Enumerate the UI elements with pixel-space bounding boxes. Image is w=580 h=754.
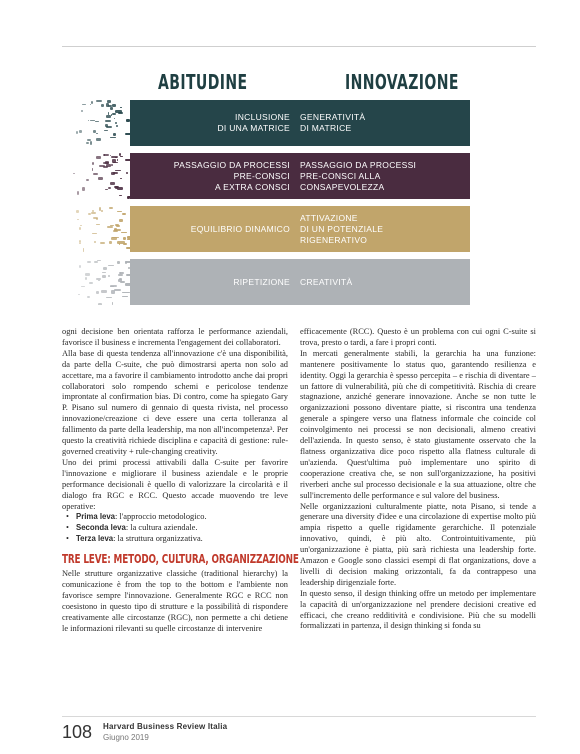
spray-fragment <box>94 261 99 263</box>
diagram-row-4 <box>70 259 536 305</box>
spray-fragment <box>92 162 94 165</box>
spray-fragment <box>92 168 93 171</box>
spray-fragment <box>83 248 84 251</box>
spray-fragment <box>85 277 87 280</box>
spray-fragment <box>77 219 79 220</box>
spray-fragment <box>79 265 80 268</box>
spray-fragment <box>96 138 101 141</box>
spray-fragment <box>113 133 117 136</box>
spray-fragment <box>112 104 116 107</box>
spray-fragment <box>86 142 89 143</box>
spray-fragment <box>88 213 91 214</box>
spray-fragment <box>107 100 110 103</box>
spray-fragment <box>77 191 78 194</box>
spray-fragment <box>81 110 83 112</box>
list-item: • Seconda leva: la cultura aziendale. <box>66 523 288 534</box>
spray-fragment <box>122 292 130 294</box>
paragraph: In mercati generalmente stabili, la gerarchia ha una funzione: mantenere positivamente lo status quo, garantendo resilienza e identity. Oggi la gerarchia è spesso percepita – e rischia di diventare – un fattore di vulnerabilità, più che di competitività. Rischia di creare stagnazione, anziché generare innovazione. Anche se non tutte le organizzazioni possono diventare piatte, si riscontra una tendenza generale a spingere verso una flatness informale che coincide col coinvolgimento nei processi se non decisionali, almeno creativi dell'azienda. In questo senso, è stato giustamente osservato che la flatness organizzativa dice poco rispetto alla flatness culturale di un'azienda. Quest'ultima può implementare uno spirito di cooperazione creativa che, se non sull'organizzazione, ha positivi riverberi anche sul processo decisionale e la sua attuazione, oltre che sull'incremento delle performance e sul valore del business. <box>300 348 536 500</box>
spray-fragment <box>101 210 103 212</box>
spray-fragment <box>106 297 112 298</box>
article-column-left <box>62 327 299 634</box>
spray-fragment <box>108 275 111 277</box>
paragraph: ogni decisione ben orientata rafforza le performance aziendali, favorisce il business e incrementa l'engagement dei collaboratori. <box>62 327 288 347</box>
spray-fragment <box>118 274 122 276</box>
spray-fragment <box>122 296 128 297</box>
spray-fragment <box>110 137 116 138</box>
spray-fragment <box>90 141 91 144</box>
section-title: TRE LEVE: METODO, CULTURA, ORGANIZZAZIONE <box>62 552 299 567</box>
spray-fragment <box>119 278 121 280</box>
spray-fragment <box>85 273 89 275</box>
list-item: • Terza leva: la struttura organizzativa. <box>66 534 288 545</box>
box-ripetizione: RIPETIZIONE <box>130 259 300 305</box>
spray-fragment <box>103 267 107 270</box>
spray-fragment <box>93 130 96 133</box>
spray-fragment <box>111 237 117 240</box>
box-passaggio-consapevolezza: PASSAGGIO DA PROCESSI PRE-CONSCI ALLA CONSAPEVOLEZZA <box>290 153 470 199</box>
paragraph: efficacemente (RCC). Questo è un problema con cui ogni C-suite si trova, presto o tardi, a fare i propri conti. <box>300 327 536 347</box>
diagram-row-2 <box>70 153 536 199</box>
diagram-row-1 <box>70 100 536 146</box>
spray-fragment <box>100 242 105 244</box>
spray-fragment <box>103 166 108 168</box>
spray-fragment <box>112 302 113 305</box>
spray-fragment <box>102 272 106 273</box>
spray-decoration <box>70 206 130 252</box>
spray-fragment <box>115 170 122 171</box>
spray-fragment <box>93 217 97 219</box>
spray-decoration <box>70 153 130 199</box>
box-equilibrio: EQUILIBRIO DINAMICO <box>130 206 300 252</box>
spray-fragment <box>87 261 91 263</box>
header-abitudine: ABITUDINE <box>158 70 248 94</box>
spray-fragment <box>86 179 89 180</box>
box-attivazione: ATTIVAZIONE DI UN POTENZIALE RIGENERATIVO <box>290 206 470 252</box>
spray-fragment <box>93 173 98 175</box>
spray-fragment <box>116 125 118 127</box>
spray-fragment <box>106 103 110 106</box>
spray-fragment <box>122 213 126 215</box>
spray-fragment <box>81 286 84 287</box>
top-rule <box>62 46 536 47</box>
spray-fragment <box>109 241 112 244</box>
spray-fragment <box>96 156 101 159</box>
spray-fragment <box>126 172 128 174</box>
spray-fragment <box>108 265 114 266</box>
diagram-row-3 <box>70 206 536 252</box>
spray-fragment <box>105 120 111 122</box>
spray-fragment <box>112 159 116 162</box>
spray-fragment <box>110 182 116 184</box>
magazine-name: Harvard Business Review Italia <box>103 722 228 731</box>
spray-decoration <box>70 259 130 305</box>
spray-fragment <box>103 154 109 156</box>
spray-fragment <box>80 225 82 226</box>
box-passaggio-extra-consci: PASSAGGIO DA PROCESSI PRE-CONSCI A EXTRA CONSCI <box>130 153 300 199</box>
paragraph: Nelle strutture organizzative classiche (traditional hierarchy) la comunicazione è from the top to the bottom e l'ambiente non favorisce sempre l'innovazione. Generalmente RGC e RCC non coesistono in questo tipo di strutture e la possibilità di rispondere creativamente alle circostanze (RGC), non permette a chi detiene le informazioni rilevanti su quelle circostanze di intervenire <box>62 569 288 633</box>
spray-fragment <box>95 121 100 123</box>
spray-fragment <box>87 296 90 298</box>
spray-fragment <box>113 230 118 232</box>
spray-fragment <box>78 294 80 295</box>
issue-date: Giugno 2019 <box>103 733 149 742</box>
spray-fragment <box>113 172 118 174</box>
spray-fragment <box>120 178 121 179</box>
spray-fragment <box>98 303 103 305</box>
page-number: 108 <box>62 722 93 742</box>
spray-fragment <box>91 101 93 104</box>
spray-fragment <box>96 133 98 134</box>
spray-fragment <box>114 289 121 292</box>
spray-fragment <box>102 275 106 278</box>
spray-fragment <box>87 139 91 141</box>
spray-fragment <box>107 226 113 227</box>
spray-fragment <box>125 261 127 263</box>
spray-fragment <box>108 187 111 189</box>
spray-fragment <box>79 227 81 230</box>
spray-fragment <box>82 104 86 105</box>
spray-fragment <box>114 186 119 188</box>
paragraph: Nelle organizzazioni culturalmente piatte, nota Pisano, si tende a generare una diversity d'idee e una circolazione di expertise molto più ampia rispetto a quelle rigidamente gerarchiche. Il potenziale innovativo, quindi, è più alto. Controintuitivamente, più un'organizzazione è piatta, più sarà richiesta una leadership forte. Amazon e Google sono classici esempi di flat organizations, dove a livelli di decision making orizzontali, fa da contrappeso una leadership dirigenziale forte. <box>300 501 536 587</box>
spray-fragment <box>79 240 81 243</box>
spray-fragment <box>117 159 118 161</box>
spray-fragment <box>120 107 122 108</box>
spray-fragment <box>110 225 114 226</box>
spray-fragment <box>76 210 79 213</box>
spray-fragment <box>123 237 126 240</box>
spray-fragment <box>101 290 107 292</box>
spray-fragment <box>99 207 102 210</box>
spray-fragment <box>120 156 124 157</box>
spray-decoration <box>70 100 130 146</box>
spray-fragment <box>101 104 104 107</box>
spray-fragment <box>123 243 127 244</box>
spray-fragment <box>118 112 123 114</box>
spray-fragment <box>109 207 113 209</box>
spray-fragment <box>105 161 109 164</box>
spray-fragment <box>115 122 116 124</box>
spray-fragment <box>98 177 104 180</box>
spray-fragment <box>96 278 101 280</box>
paragraph: In questo senso, il design thinking offre un metodo per implementare la capacità di un'organizzazione nel prendere decisioni creative ed efficaci, che creano redditività e condivisione. Più che su modelli formalizzati in partenza, il design thinking si fonda su <box>300 588 536 631</box>
spray-fragment <box>82 187 85 190</box>
spray-fragment <box>91 212 96 214</box>
box-generativita: GENERATIVITÀ DI MATRICE <box>290 100 470 146</box>
spray-fragment <box>73 173 75 174</box>
spray-fragment <box>115 157 117 158</box>
spray-fragment <box>119 195 122 196</box>
spray-fragment <box>94 241 96 243</box>
paragraph: Alla base di questa tendenza all'innovazione c'è una disponibilità, da parte della C-suite, che può dimostrarsi aperta non solo ad accettare, ma a favorire il cambiamento introdotto anche dai propri collaboratori solo rompendo schemi e pericolose tendenze improntate al confirmation bias. Di contro, come ha spiegato Gary P. Pisano sul numero di gennaio di questa rivista, nel processo innovazione/creazione ci deve essere una certa tolleranza al fallimento da parte della leadership, ma non all'incompetenza³. Per questo la creatività richiede disciplina e capacità di gestione: rule-governed creativity + rule-changing creativity. <box>62 348 288 456</box>
spray-fragment <box>116 225 120 227</box>
spray-fragment <box>79 130 81 133</box>
spray-fragment <box>89 282 93 285</box>
spray-fragment <box>121 232 128 234</box>
spray-fragment <box>117 211 122 213</box>
spray-fragment <box>119 219 123 222</box>
spray-fragment <box>110 107 113 110</box>
spray-fragment <box>105 189 108 190</box>
spray-fragment <box>96 291 98 294</box>
spray-fragment <box>104 130 108 132</box>
spray-fragment <box>98 280 100 281</box>
article-column-right <box>300 327 536 632</box>
list-item: • Prima leva: l'approccio metodologico. <box>66 512 288 523</box>
levers-list <box>62 512 288 545</box>
spray-fragment <box>96 100 101 102</box>
box-creativita: CREATIVITÀ <box>290 259 470 305</box>
paragraph: Uno dei primi processi attivabili dalla C-suite per favorire l'innovazione e migliorare il business aziendale e le proprie performance decisionali è quello di valorizzare la circolarità e il dialogo fra RGC e RCC. Questo accade muovendo tre leve operative: <box>62 457 288 511</box>
spray-fragment <box>92 233 97 235</box>
spray-fragment <box>76 131 77 134</box>
spray-fragment <box>96 224 100 226</box>
spray-fragment <box>117 261 120 264</box>
footer-rule <box>62 716 536 717</box>
spray-fragment <box>114 118 116 119</box>
header-innovazione: INNOVAZIONE <box>345 70 459 94</box>
spray-fragment <box>111 164 113 165</box>
spray-fragment <box>106 115 111 118</box>
box-inclusione: INCLUSIONE DI UNA MATRICE <box>130 100 300 146</box>
